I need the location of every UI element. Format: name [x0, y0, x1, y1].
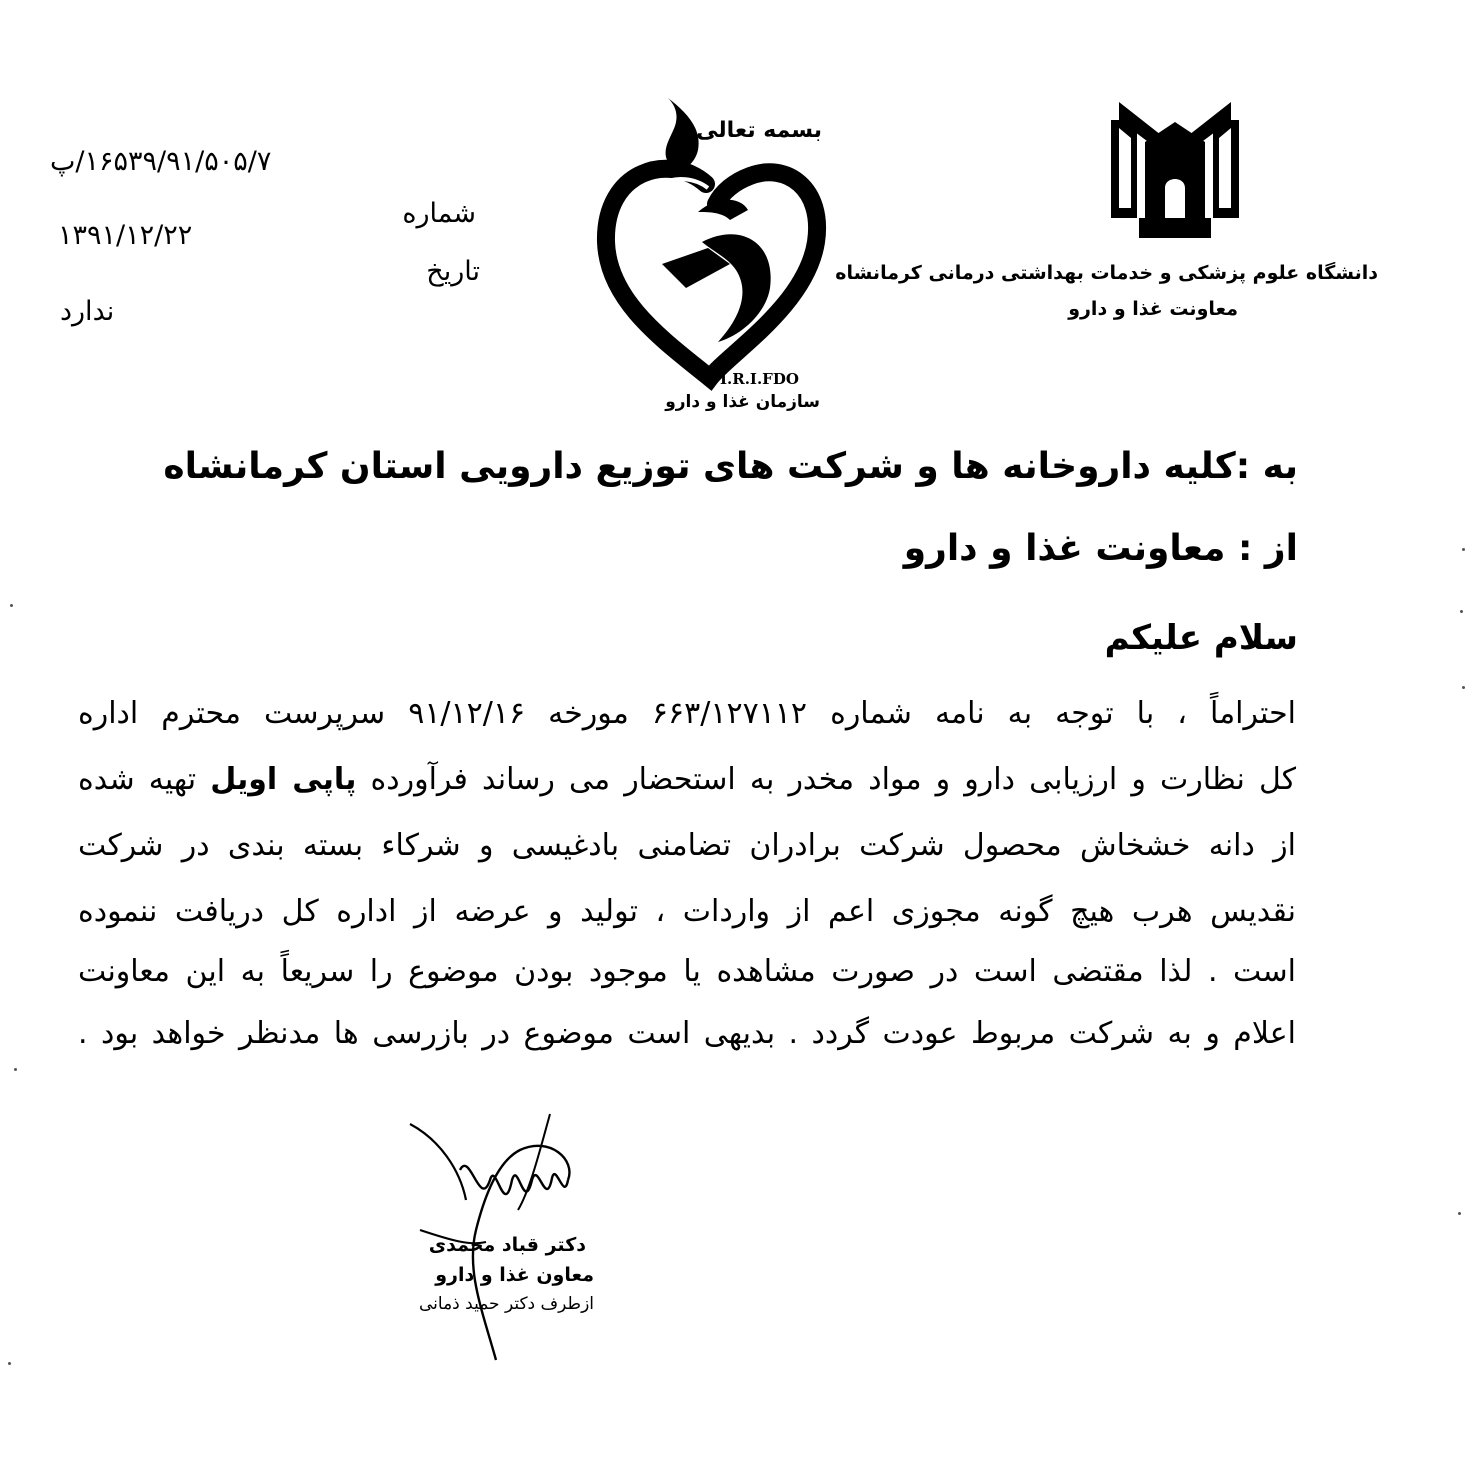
- body-line-4: نقدیس هرب هیچ گونه مجوزی اعم از واردات ، تولید و عرضه از اداره کل دریافت ننموده: [78, 894, 1296, 929]
- scan-speck: [1462, 548, 1465, 551]
- scan-speck: [8, 1362, 11, 1365]
- scan-speck: [1462, 686, 1465, 689]
- date-label: تاریخ: [426, 256, 480, 287]
- body-line-3: از دانه خشخاش محصول شرکت برادران تضامنی بادغیسی و شرکاء بسته بندی در شرکت: [78, 828, 1296, 863]
- reference-number: ۱۶۵۳۹/۹۱/۵۰۵/۷/پ: [50, 146, 272, 177]
- fdo-heart-icon: [590, 92, 830, 392]
- emblem: [590, 92, 830, 422]
- letter-to: به :کلیه داروخانه ها و شرکت های توزیع دارویی استان کرمانشاه: [163, 446, 1298, 487]
- emblem-persian-caption: سازمان غذا و دارو: [665, 392, 820, 412]
- scan-speck: [1460, 610, 1463, 613]
- scan-speck: [14, 1068, 17, 1071]
- body-line-5: است . لذا مقتضی است در صورت مشاهده یا موجود بودن موضوع را سریعاً به این معاونت: [78, 954, 1296, 989]
- date-value: ۱۳۹۱/۱۲/۲۲: [58, 220, 193, 251]
- university-name: دانشگاه علوم پزشکی و خدمات بهداشتی درمانی کرمانشاه: [835, 262, 1378, 284]
- body-line-1: احتراماً ، با توجه به نامه شماره ۶۶۳/۱۲۷۱۱۲ مورخه ۹۱/۱۲/۱۶ سرپرست محترم اداره: [78, 696, 1296, 731]
- letter-greeting: سلام علیکم: [1104, 618, 1298, 658]
- signatory-name: دکتر قباد محمدی: [428, 1234, 586, 1256]
- scan-speck: [10, 604, 13, 607]
- body-line-2: [78, 758, 1296, 802]
- body-line-6: اعلام و به شرکت مربوط عودت گردد . بدیهی است موضوع در بازرسی ها مدنظر خواهد بود .: [78, 1016, 1296, 1051]
- emblem-latin-caption: I.R.I.FDO: [720, 370, 799, 388]
- product-name: پاپی اویل: [210, 762, 357, 797]
- body-line-2-start: کل نظارت و ارزیابی دارو و مواد مخدر به استحضار می رساند فرآورده: [370, 762, 1296, 797]
- university-department: معاونت غذا و دارو: [1068, 298, 1238, 320]
- number-label: شماره: [402, 198, 476, 229]
- bismillah: بسمه تعالی: [696, 118, 822, 143]
- attachment-value: ندارد: [60, 296, 115, 327]
- body-line-2-end: تهیه شده: [78, 762, 197, 797]
- signatory-on-behalf: ازطرف دکتر حمید ذمانی: [419, 1294, 594, 1314]
- scan-speck: [1458, 1212, 1461, 1215]
- letter-from: از : معاونت غذا و دارو: [903, 528, 1298, 569]
- university-logo-icon: [1105, 92, 1245, 242]
- signatory-title: معاون غذا و دارو: [435, 1264, 594, 1286]
